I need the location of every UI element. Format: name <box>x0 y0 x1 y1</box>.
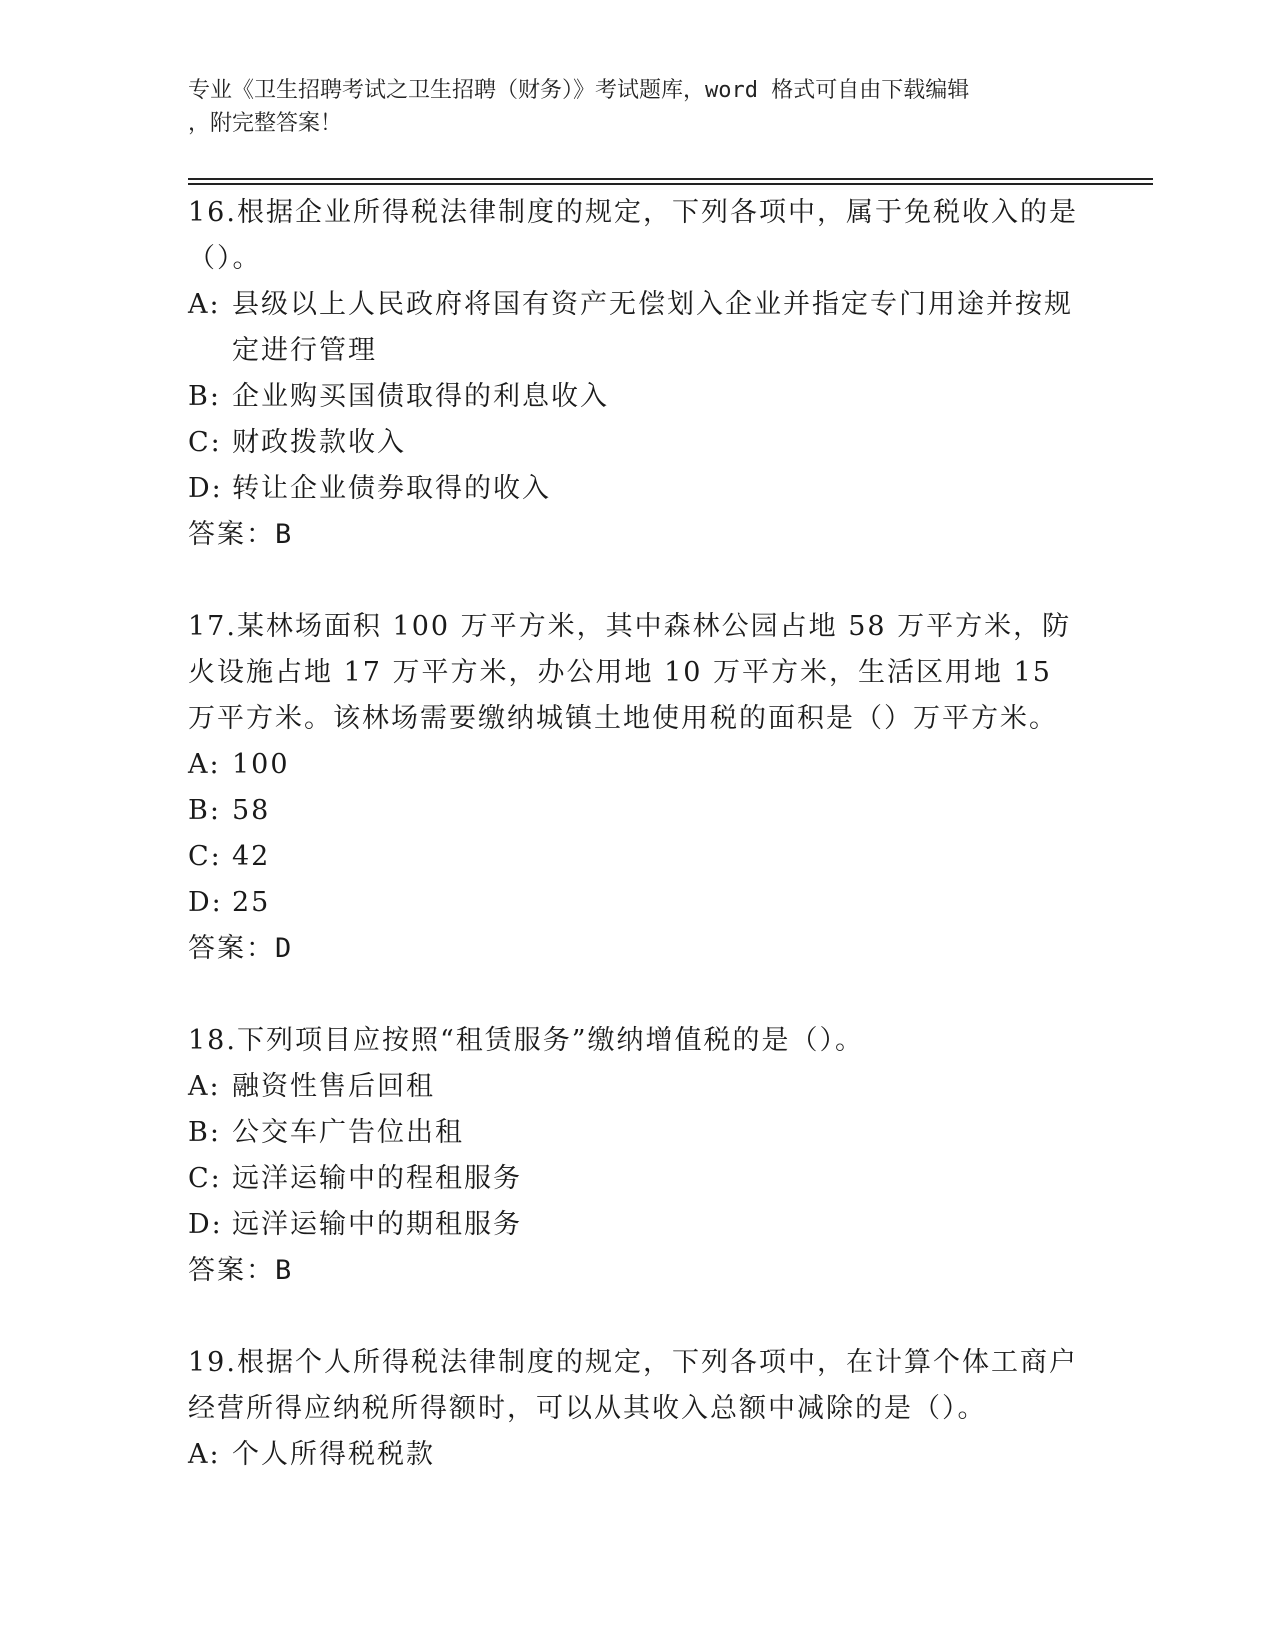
option-text: 42 <box>232 841 271 872</box>
question-16 <box>188 190 1088 558</box>
option-text: 100 <box>232 749 290 780</box>
question-list <box>188 190 1088 1478</box>
option-a <box>188 282 1088 374</box>
question-stem: 17.某林场面积 100 万平方米，其中森林公园占地 58 万平方米，防火设施占地 17 万平方米，办公用地 10 万平方米，生活区用地 15 万平方米。该林场需要缴纳城镇土地使用税的面积是（）万平方米。 <box>188 611 1072 734</box>
option-a <box>188 742 1088 788</box>
header-divider-top <box>188 178 1153 180</box>
option-letter: B: <box>188 1117 221 1148</box>
option-letter: C: <box>188 427 222 458</box>
option-letter: A: <box>188 1439 221 1470</box>
option-letter: A: <box>188 749 221 780</box>
option-b <box>188 374 1088 420</box>
option-text: 个人所得税税款 <box>232 1439 435 1470</box>
question-stem: 16.根据企业所得税法律制度的规定，下列各项中，属于免税收入的是（）。 <box>188 197 1078 274</box>
answer-line: 答案：B <box>188 1255 294 1286</box>
spacer <box>188 1294 1088 1340</box>
option-letter: D: <box>188 1209 223 1240</box>
option-letter: D: <box>188 887 223 918</box>
option-letter: C: <box>188 841 222 872</box>
option-d <box>188 466 1088 512</box>
option-letter: B: <box>188 381 221 412</box>
option-text: 25 <box>232 887 271 918</box>
option-text: 远洋运输中的期租服务 <box>232 1209 522 1240</box>
option-text: 公交车广告位出租 <box>232 1117 464 1148</box>
answer-line: 答案：D <box>188 933 294 964</box>
question-18 <box>188 1018 1088 1294</box>
option-text: 58 <box>232 795 271 826</box>
option-text: 财政拨款收入 <box>232 427 406 458</box>
option-d <box>188 1202 1088 1248</box>
option-c <box>188 420 1088 466</box>
option-text: 融资性售后回租 <box>232 1071 435 1102</box>
spacer <box>188 972 1088 1018</box>
option-letter: A: <box>188 289 221 320</box>
option-letter: B: <box>188 795 221 826</box>
option-letter: A: <box>188 1071 221 1102</box>
option-text: 远洋运输中的程租服务 <box>232 1163 522 1194</box>
option-c <box>188 834 1088 880</box>
option-b <box>188 1110 1088 1156</box>
option-a <box>188 1064 1088 1110</box>
answer-line: 答案：B <box>188 519 294 550</box>
option-text: 企业购买国债取得的利息收入 <box>232 381 609 412</box>
option-text: 转让企业债券取得的收入 <box>232 473 551 504</box>
option-d <box>188 880 1088 926</box>
option-text: 县级以上人民政府将国有资产无偿划入企业并指定专门用途并按规定进行管理 <box>232 289 1073 366</box>
spacer <box>188 558 1088 604</box>
option-letter: C: <box>188 1163 222 1194</box>
question-stem: 19.根据个人所得税法律制度的规定，下列各项中，在计算个体工商户经营所得应纳税所得额时，可以从其收入总额中减除的是（）。 <box>188 1347 1078 1424</box>
header-line-1: 专业《卫生招聘考试之卫生招聘（财务）》考试题库，word 格式可自由下载编辑 <box>188 78 970 103</box>
document-header <box>188 74 1068 140</box>
question-17 <box>188 604 1088 972</box>
header-divider-bottom <box>188 183 1153 185</box>
option-a <box>188 1432 1088 1478</box>
option-b <box>188 788 1088 834</box>
question-19 <box>188 1340 1088 1478</box>
option-letter: D: <box>188 473 223 504</box>
header-line-2: ，附完整答案！ <box>188 111 343 136</box>
question-stem: 18.下列项目应按照“租赁服务”缴纳增值税的是（）。 <box>188 1025 865 1056</box>
option-c <box>188 1156 1088 1202</box>
